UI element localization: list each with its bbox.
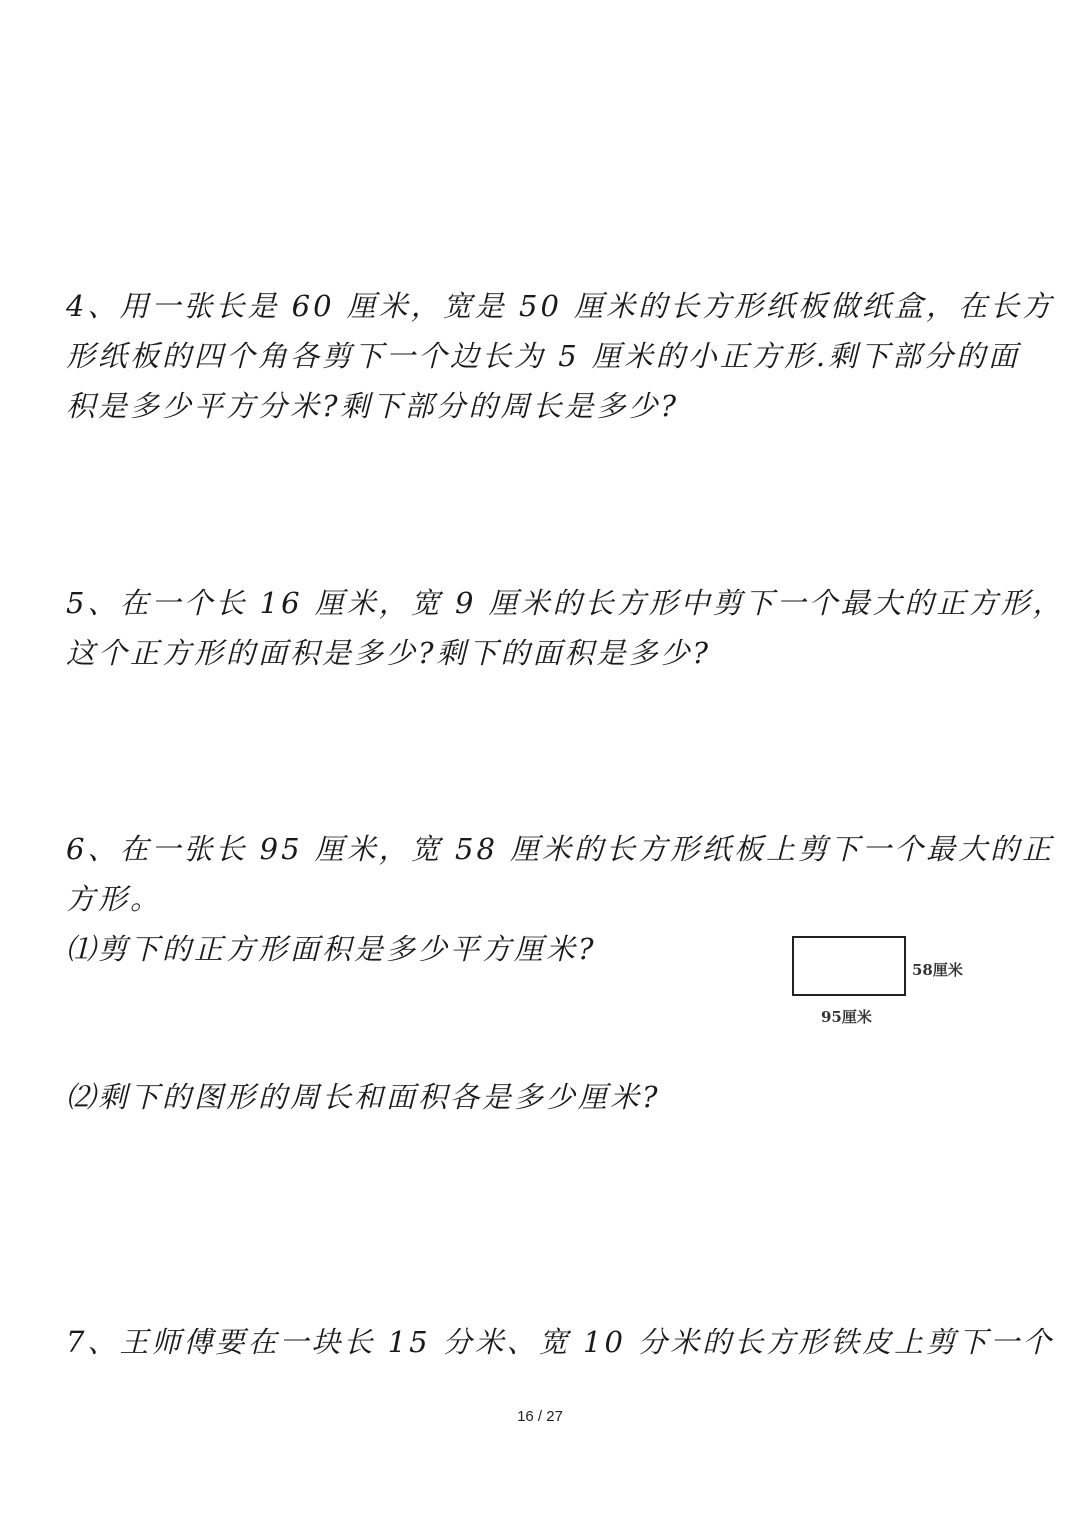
problem-6-line-2: 方形。	[66, 882, 163, 916]
problem-6-line-1: 6、在一张长 95 厘米，宽 58 厘米的长方形纸板上剪下一个最大的正	[66, 832, 1055, 866]
width-label: 58厘米	[912, 961, 963, 979]
problem-7-line-1: 7、王师傅要在一块长 15 分米、宽 10 分米的长方形铁皮上剪下一个	[66, 1325, 1055, 1359]
page-number: 16 / 27	[517, 1408, 563, 1425]
problem-5-line-1: 5、在一个长 16 厘米，宽 9 厘米的长方形中剪下一个最大的正方形，	[66, 586, 1065, 620]
rectangle-diagram	[784, 922, 994, 1032]
length-label: 95厘米	[821, 1008, 872, 1026]
problem-5-line-2: 这个正方形的面积是多少?剩下的面积是多少?	[66, 636, 712, 670]
rectangle-shape	[792, 936, 906, 996]
problem-6-question-2: ⑵剩下的图形的周长和面积各是多少厘米?	[66, 1080, 661, 1114]
problem-4-line-2: 形纸板的四个角各剪下一个边长为 5 厘米的小正方形.剩下部分的面	[66, 339, 1021, 373]
problem-4-line-1: 4、用一张长是 60 厘米，宽是 50 厘米的长方形纸板做纸盒，在长方	[66, 289, 1055, 323]
problem-6-question-1: ⑴剪下的正方形面积是多少平方厘米?	[66, 932, 597, 966]
problem-4-line-3: 积是多少平方分米?剩下部分的周长是多少?	[66, 389, 680, 423]
